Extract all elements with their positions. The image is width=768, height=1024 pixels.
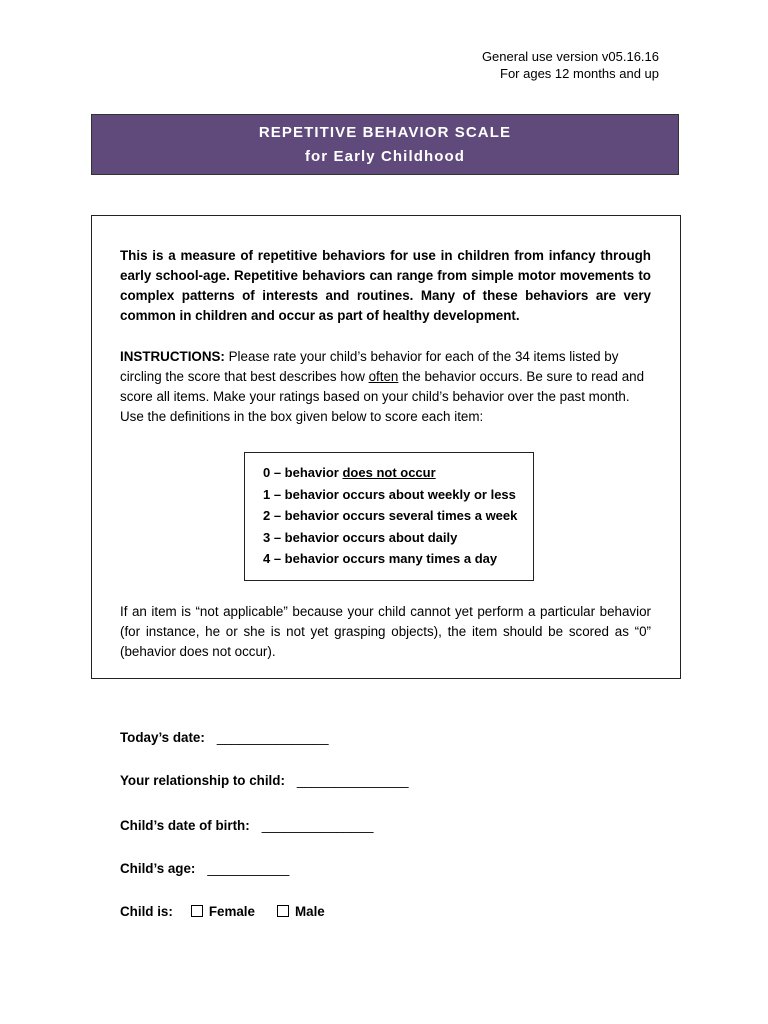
instructions-underlined: often [368,369,399,384]
child-age-field [120,860,289,878]
scale-item-0 [263,462,533,484]
date-of-birth-blank[interactable]: _______________ [261,818,374,833]
scale-item-4: 4 – behavior occurs many times a day [263,551,498,567]
title-line-2: for Early Childhood [304,148,466,165]
title-banner [91,114,679,175]
child-sex-label: Child is: [120,904,173,919]
relationship-label: Your relationship to child: [120,773,285,788]
male-label: Male [294,904,325,919]
female-option[interactable] [181,904,255,919]
instructions-label: INSTRUCTIONS: [120,349,225,364]
child-sex-field [120,903,325,921]
not-applicable-note: If an item is “not applicable” because your child cannot yet perform a particular behavior (for instance, he or she is not yet grasping objects), the item should be scored as “0” (behavior does not occur). [120,604,651,659]
intro-paragraph: This is a measure of repetitive behaviors for use in children from infancy through early school-age. Repetitive behaviors can range from simple motor movements to complex patterns of interests and routines. Many of these behaviors are very common in children and occur as part of healthy development. [120,248,651,323]
child-age-blank[interactable]: ___________ [207,861,290,876]
scale-item-3: 3 – behavior occurs about daily [263,529,458,545]
child-age-label: Child’s age: [120,861,196,876]
date-of-birth-label: Child’s date of birth: [120,818,250,833]
todays-date-blank[interactable]: _______________ [216,730,329,745]
version-info [482,48,659,82]
male-option[interactable] [267,904,325,919]
relationship-field [120,772,409,790]
scale-item-0-prefix: 0 – behavior [263,465,343,480]
scale-item-0-underlined: does not occur [342,465,436,480]
female-checkbox[interactable] [191,905,203,917]
scale-item-2: 2 – behavior occurs several times a week [263,508,518,524]
instructions-text-before: Please rate your child’s behavior for each of the 34 items listed by circling the score that best describes how [120,349,619,384]
scale-item-1: 1 – behavior occurs about weekly or less [263,486,516,502]
male-checkbox[interactable] [277,905,289,917]
ages-line: For ages 12 months and up [500,66,659,81]
version-line: General use version v05.16.16 [481,49,659,64]
female-label: Female [208,904,255,919]
instructions-text-after: the behavior occurs. Be sure to read and score all items. Make your ratings based on your child’s behavior over the past month. Use the definitions in the box given below to score each item: [120,369,645,424]
todays-date-label: Today’s date: [120,730,205,745]
relationship-blank[interactable]: _______________ [296,773,409,788]
date-of-birth-field [120,817,373,835]
rating-scale-box [244,452,534,581]
todays-date-field [120,729,329,747]
instructions-paragraph [120,347,651,427]
instructions-box [91,215,681,679]
title-line-1: REPETITIVE BEHAVIOR SCALE [258,124,512,141]
